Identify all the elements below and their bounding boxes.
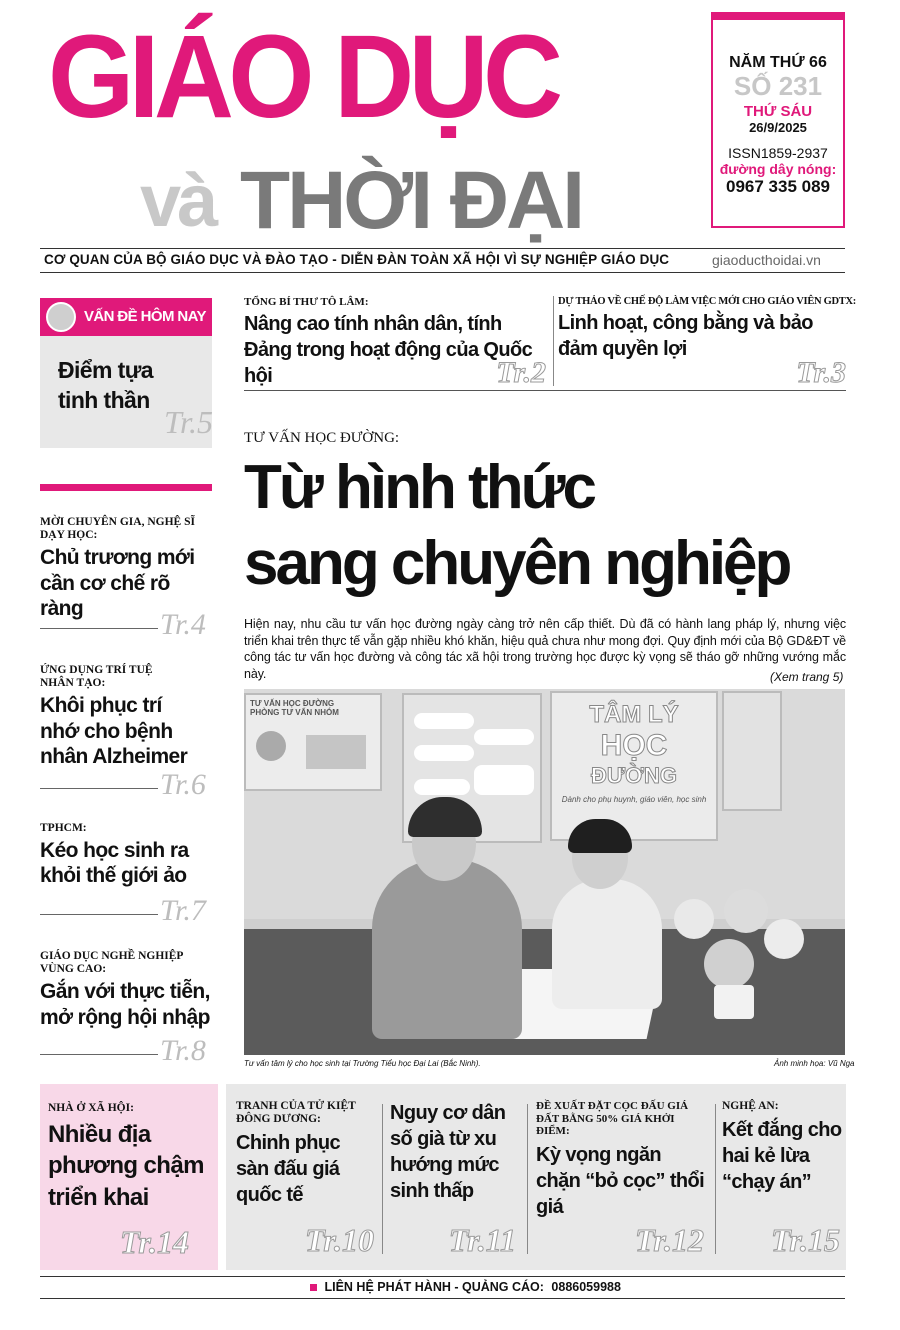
sidebar-story-3-page: Tr.7 [160, 894, 206, 927]
top-story-1-page: Tr.2 [496, 356, 546, 389]
sidebar-story-4-kicker: GIÁO DỤC NGHỀ NGHIỆP VÙNG CAO: [40, 950, 183, 976]
sidebar-story-4-page: Tr.8 [160, 1034, 206, 1067]
top-story-2-headline: Linh hoạt, công bằng và bảo đảm quyền lợi [558, 312, 813, 361]
main-story-photo [244, 689, 845, 1055]
issue-number: SỐ 231 [733, 71, 823, 101]
main-photo-caption: Tư vấn tâm lý cho học sinh tại Trường Tiểu học Đại Lai (Bắc Ninh). [244, 1059, 481, 1068]
sidebar-story-1-headline: Chủ trương mới cần cơ chế rõ ràng [40, 546, 195, 620]
sidebar-story-3-headline: Kéo học sinh ra khỏi thế giới ảo [40, 839, 189, 888]
main-story-see-page[interactable]: (Xem trang 5) [770, 670, 844, 684]
sidebar-story-2-headline: Khôi phục trí nhớ cho bệnh nhân Alzheimer [40, 694, 188, 768]
sidebar-story-3[interactable] [40, 822, 212, 932]
issue-box [711, 12, 845, 228]
main-story-headline[interactable] [244, 450, 846, 601]
van-de-hom-nay-headline: Điểm tựa tinh thần [58, 357, 153, 413]
van-de-hom-nay-label-bar [40, 298, 212, 336]
top-story-2[interactable] [558, 296, 856, 389]
teacher-figure [372, 859, 522, 1039]
sidebar-story-4-headline: Gắn với thực tiễn, mở rộng hội nhập [40, 980, 210, 1029]
bottom-story-5-kicker: NGHỆ AN: [722, 1100, 779, 1112]
sidebar-story-1-kicker: MỜI CHUYÊN GIA, NGHỆ SĨ DẠY HỌC: [40, 516, 195, 542]
flower-vase [664, 889, 814, 1019]
top-story-1-kicker: TỔNG BÍ THƯ TÔ LÂM: [244, 296, 369, 308]
bottom-story-1-page: Tr.14 [120, 1224, 190, 1260]
bottom-story-1[interactable] [40, 1084, 218, 1270]
top-story-1-headline: Nâng cao tính nhân dân, tính Đảng trong hoạt động của Quốc hội [244, 312, 533, 387]
masthead-title-line2: THỜI ĐẠI [240, 155, 583, 246]
sidebar-top-rule [40, 484, 212, 491]
tam-ly-hoc-duong-poster [550, 691, 718, 841]
bottom-story-2-page: Tr.10 [304, 1222, 374, 1258]
bottom-story-2-kicker: TRANH CỦA TỬ KIỆT ĐÔNG DƯƠNG: [236, 1100, 356, 1126]
bottom-story-3-headline: Nguy cơ dân số già từ xu hướng mức sinh thấp [390, 1102, 506, 1202]
main-story-headline-line2: sang chuyên nghiệp [244, 528, 790, 598]
van-de-hom-nay-page: Tr.5 [164, 404, 213, 440]
globe-icon [46, 302, 76, 332]
footer-contact-phone: 0886059988 [551, 1280, 621, 1294]
sidebar-story-2-page: Tr.6 [160, 768, 206, 801]
top-story-1[interactable] [244, 296, 546, 388]
bottom-story-2-headline: Chinh phục sàn đấu giá quốc tế [236, 1132, 340, 1207]
main-photo-credit: Ảnh minh họa: Vũ Nga [774, 1059, 855, 1068]
bottom-story-3[interactable] [390, 1100, 518, 1270]
van-de-hom-nay-box[interactable] [40, 298, 212, 448]
issue-weekday: THỨ SÁU [743, 102, 813, 120]
bottom-story-5-page: Tr.15 [770, 1222, 840, 1258]
hotline-number: 0967 335 089 [726, 176, 830, 196]
poster-title-3: ĐƯỜNG [591, 763, 677, 788]
main-story-lead: Hiện nay, nhu cầu tư vấn học đường ngày càng trở nên cấp thiết. Dù đã có hành lang pháp lý, nhưng việc triển khai trên thực tế vẫn gặp nhiều khó khăn, hiệu quả chưa như mong đợi. Quy định mới của Bộ GD&ĐT về công tác tư vấn học đường và công tác xã hội trong trường học được kỳ vọng sẽ tháo gỡ những vướng mắc này. [244, 617, 846, 681]
bottom-story-1-kicker: NHÀ Ở XÃ HỘI: [48, 1102, 134, 1114]
masthead [40, 11, 700, 246]
poster-title-1: TÂM LÝ [589, 701, 679, 728]
bottom-story-1-headline: Nhiều địa phương chậm triển khai [48, 1121, 204, 1211]
issn: ISSN1859-2937 [728, 144, 828, 161]
bottom-story-4[interactable] [536, 1100, 708, 1270]
counseling-board-text: TƯ VẤN HỌC ĐƯỜNG PHÒNG TƯ VẤN NHÓM [250, 699, 339, 717]
footer-contact[interactable] [310, 1280, 621, 1294]
top-story-2-kicker: DỰ THẢO VỀ CHẾ ĐỘ LÀM VIỆC MỚI CHO GIÁO VIÊN GDTX: [558, 296, 856, 307]
main-story-headline-line1: Từ hình thức [244, 453, 594, 522]
footer-contact-label: LIÊN HỆ PHÁT HÀNH - QUẢNG CÁO: [324, 1280, 544, 1294]
student-figure [552, 879, 662, 1009]
bottom-story-2[interactable] [236, 1100, 376, 1270]
sidebar-story-2[interactable] [40, 664, 212, 804]
sidebar-story-1-page: Tr.4 [160, 608, 206, 641]
bottom-story-5[interactable] [722, 1100, 842, 1270]
masthead-title-va: và [140, 159, 215, 242]
bottom-story-4-headline: Kỳ vọng ngăn chặn “bỏ cọc” thổi giá [536, 1143, 705, 1218]
bottom-story-5-headline: Kết đắng cho hai kẻ lừa “chạy án” [722, 1119, 842, 1194]
van-de-hom-nay-label: VẤN ĐỀ HÔM NAY [84, 308, 206, 325]
footer-square-icon [310, 1284, 317, 1291]
hotline-label: đường dây nóng: [719, 160, 837, 177]
issue-year: NĂM THỨ 66 [729, 54, 827, 71]
top-story-2-page: Tr.3 [796, 356, 846, 389]
poster-title-2: HỌC [600, 729, 668, 762]
poster-subtitle: Dành cho phụ huynh, giáo viên, học sinh [561, 795, 707, 804]
website[interactable]: giaoducthoidai.vn [712, 252, 821, 268]
sidebar-story-1[interactable] [40, 516, 212, 644]
main-story-kicker: TƯ VẤN HỌC ĐƯỜNG: [244, 430, 400, 446]
sidebar-story-3-kicker: TPHCM: [40, 822, 87, 834]
masthead-title-line1: GIÁO DỤC [48, 11, 558, 143]
bottom-story-4-page: Tr.12 [634, 1222, 704, 1258]
bottom-story-4-kicker: ĐỀ XUẤT ĐẶT CỌC ĐẤU GIÁ ĐẤT BẰNG 50% GIÁ KHỞI ĐIỂM: [536, 1100, 689, 1138]
sidebar-story-4[interactable] [40, 950, 212, 1074]
counseling-board [244, 693, 382, 791]
bottom-story-3-page: Tr.11 [448, 1222, 516, 1258]
issue-date: 26/9/2025 [749, 119, 807, 135]
masthead-tagline: CƠ QUAN CỦA BỘ GIÁO DỤC VÀ ĐÀO TẠO - DIỄN ĐÀN TOÀN XÃ HỘI VÌ SỰ NGHIỆP GIÁO DỤC [44, 252, 670, 267]
sidebar-story-2-kicker: ỨNG DỤNG TRÍ TUỆ NHÂN TẠO: [40, 664, 153, 690]
